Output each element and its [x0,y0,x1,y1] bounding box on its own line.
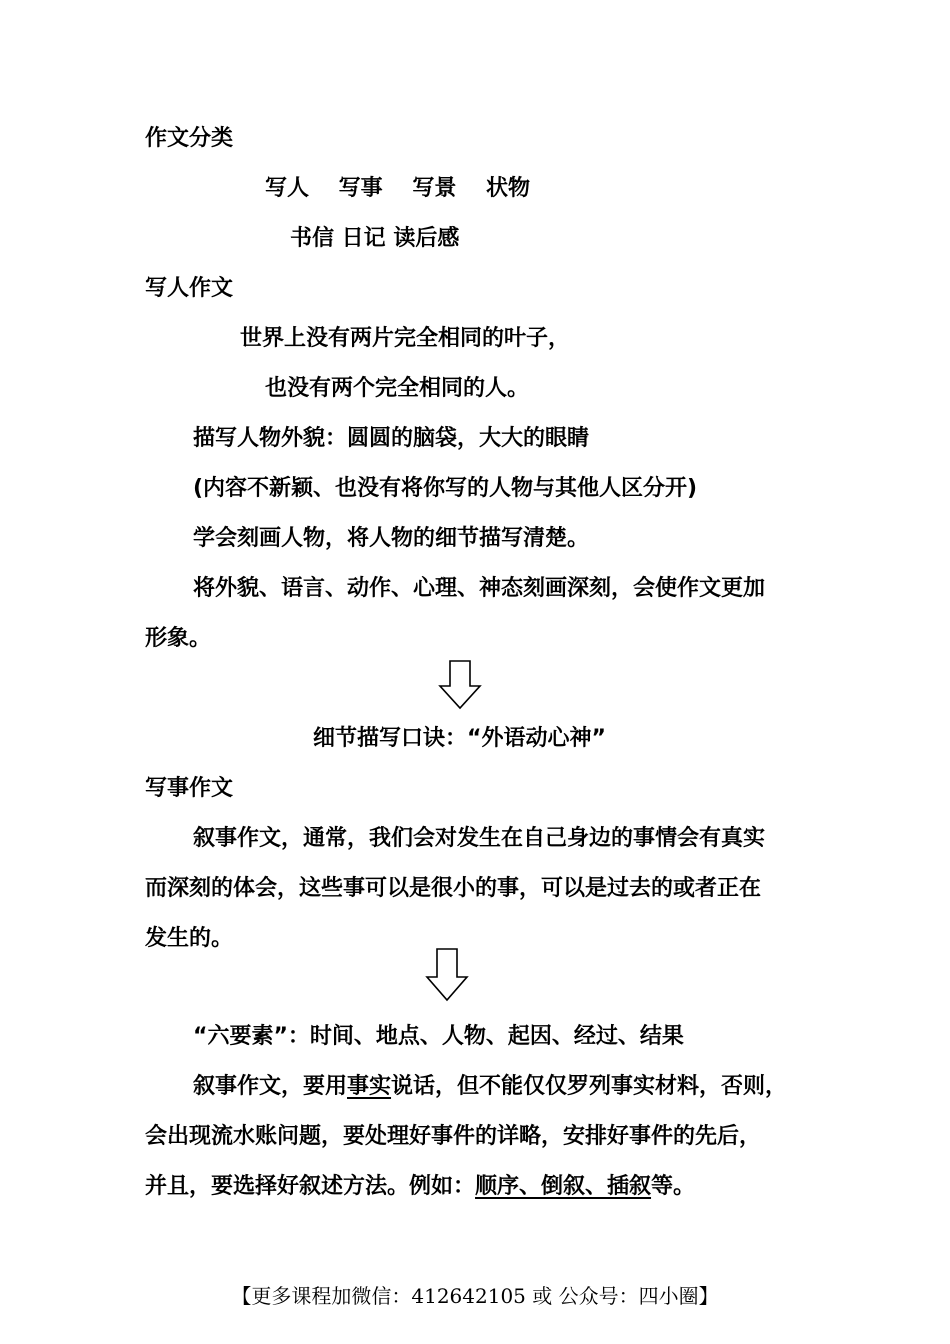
heading-person: 写人作文 [145,276,234,301]
categories-line-2: 书信 日记 读后感 [290,226,460,251]
heading-classification: 作文分类 [145,126,234,151]
heading-event: 写事作文 [145,776,234,801]
appearance-line: 描写人物外貌：圆圆的脑袋，大大的眼睛 [193,426,590,451]
categories-line-1: 写人 写事 写景 状物 [265,176,530,201]
method-suffix: 等。 [651,1174,696,1199]
method-prefix: 并且，要选择好叙述方法。例如： [145,1174,476,1199]
mnemonic-line: 细节描写口诀：“外语动心神” [313,726,606,751]
deep-carve-line-2: 形象。 [145,626,212,651]
narrative-line-2: 而深刻的体会，这些事可以是很小的事，可以是过去的或者正在 [145,876,762,901]
account-line-2: 会出现流水账问题，要处理好事件的详略，安排好事件的先后， [145,1124,762,1149]
narrative-line-1: 叙事作文，通常，我们会对发生在自己身边的事情会有真实 [193,826,766,851]
method-line [145,1172,695,1202]
narrative-line-3: 发生的。 [145,926,234,951]
appearance-note: (内容不新颖、也没有将你写的人物与其他人区分开) [193,476,698,501]
six-elements-line: “六要素”：时间、地点、人物、起因、经过、结果 [193,1024,684,1049]
deep-carve-line-1: 将外貌、语言、动作、心理、神态刻画深刻，会使作文更加 [193,576,766,601]
facts-underlined: 事实 [347,1074,392,1099]
quote-line-2: 也没有两个完全相同的人。 [265,376,530,401]
facts-suffix: 说话，但不能仅仅罗列事实材料，否则， [391,1074,788,1099]
facts-line [193,1072,787,1102]
down-arrow-icon [438,660,482,710]
method-underlined: 顺序、倒叙、插叙 [475,1174,652,1199]
facts-prefix: 叙事作文，要用 [193,1074,348,1099]
learn-detail-line: 学会刻画人物，将人物的细节描写清楚。 [193,526,590,551]
quote-line-1: 世界上没有两片完全相同的叶子， [240,326,571,351]
down-arrow-icon [425,948,469,1002]
footer-contact: 【更多课程加微信：412642105 或 公众号：四小圈】 [231,1284,719,1308]
